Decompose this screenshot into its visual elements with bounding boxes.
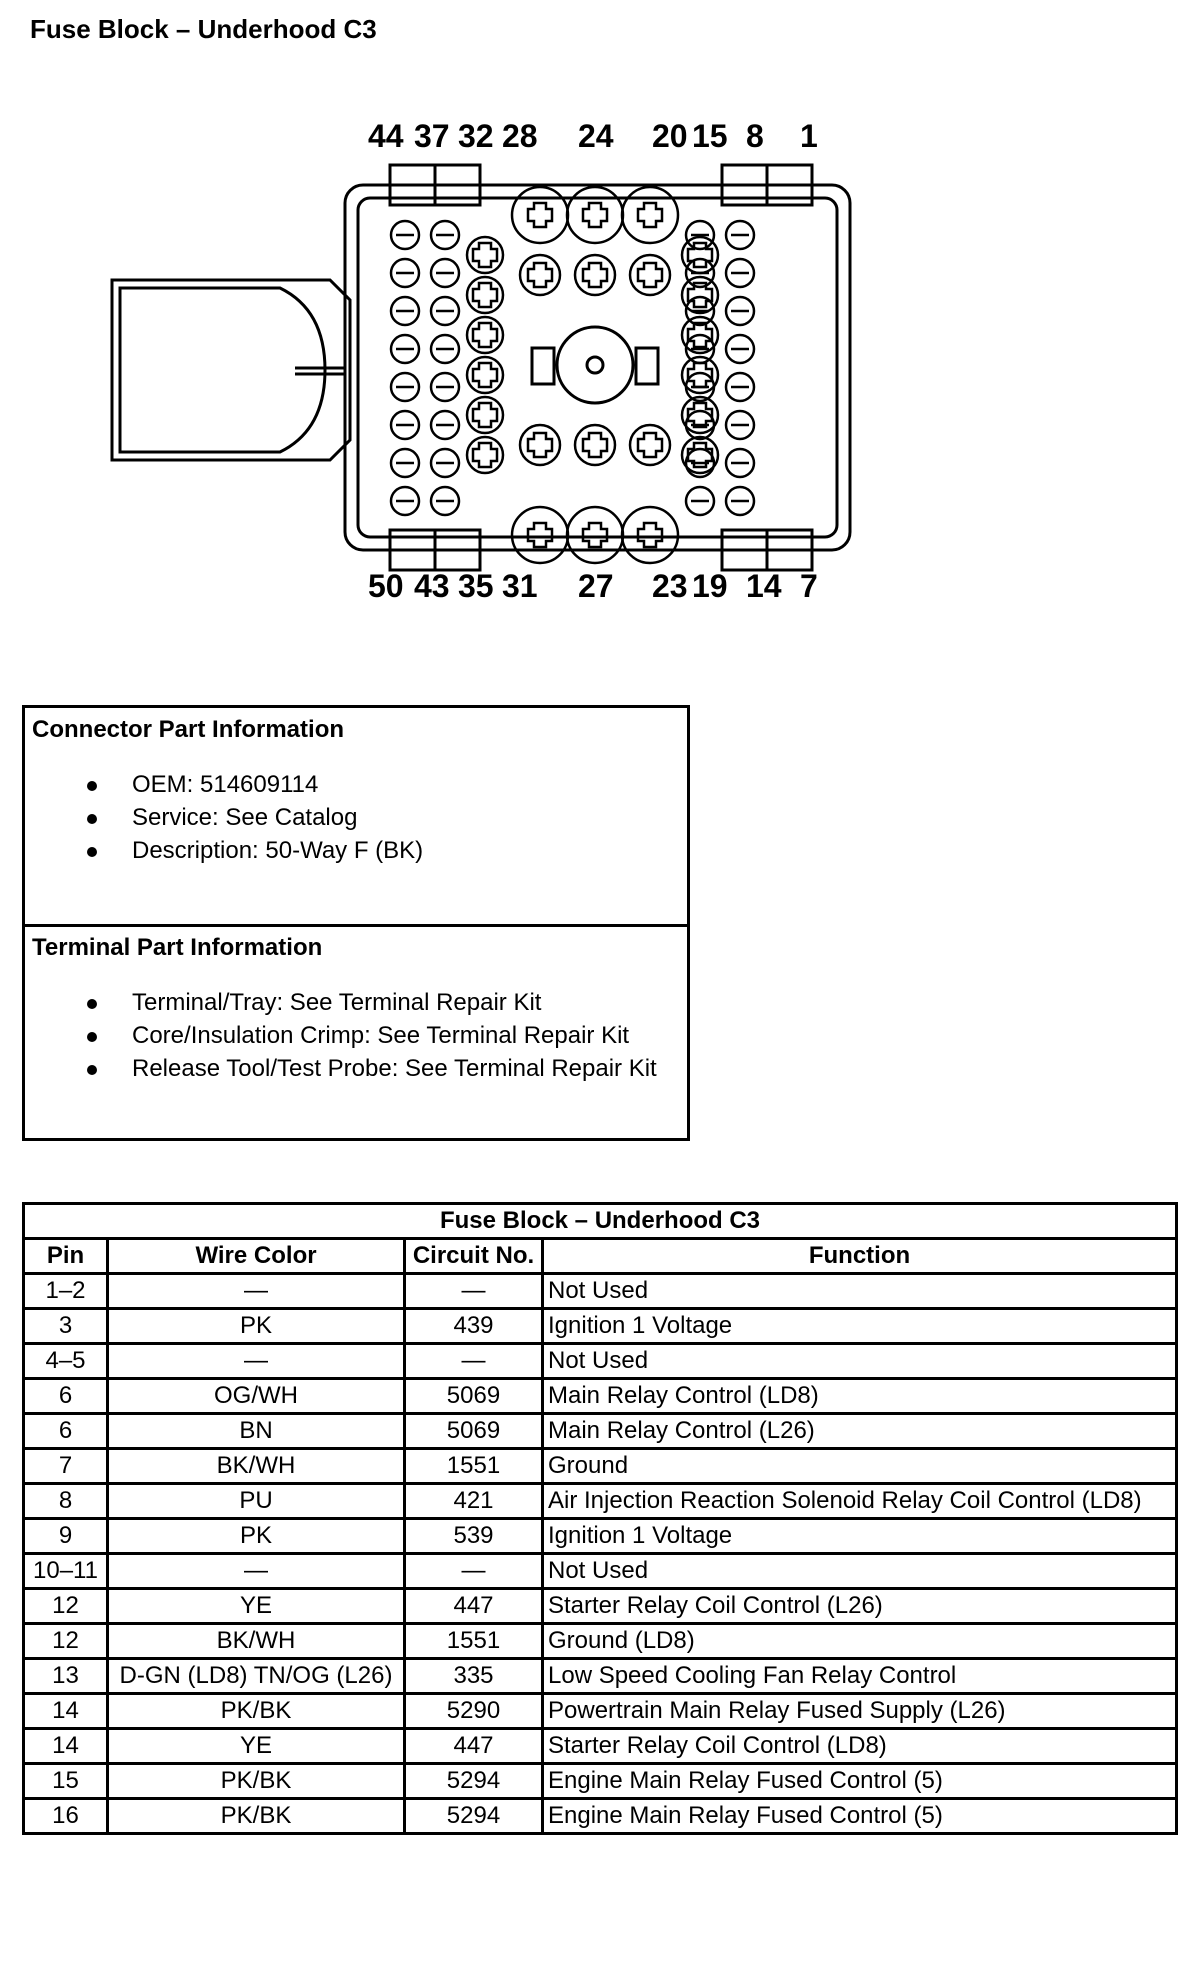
circuit-cell: 5294 — [405, 1764, 543, 1799]
pin-cell: 3 — [24, 1309, 108, 1344]
function-cell: Ignition 1 Voltage — [543, 1309, 1177, 1344]
pin-label: 28 — [502, 118, 538, 154]
connector-info-item: Service: See Catalog — [32, 801, 687, 834]
pin-cell: 8 — [24, 1484, 108, 1519]
table-row — [24, 1414, 1177, 1449]
terminal-info-title: Terminal Part Information — [32, 934, 323, 961]
pin-label: 37 — [414, 118, 450, 154]
pin-label: 23 — [652, 568, 688, 604]
function-cell: Ground (LD8) — [543, 1624, 1177, 1659]
large-terminal-key — [528, 263, 552, 287]
large-terminal-key — [638, 523, 662, 547]
pin-label: 44 — [368, 118, 404, 154]
circuit-cell: — — [405, 1344, 543, 1379]
large-terminal-cavity — [512, 507, 568, 563]
circuit-cell: 5069 — [405, 1414, 543, 1449]
connector-info-item: Description: 50-Way F (BK) — [32, 834, 687, 867]
table-row — [24, 1484, 1177, 1519]
large-terminal-key — [473, 403, 497, 427]
connector-face-diagram — [100, 160, 870, 580]
pin-label: 31 — [502, 568, 538, 604]
table-row — [24, 1624, 1177, 1659]
table-row — [24, 1764, 1177, 1799]
function-cell: Low Speed Cooling Fan Relay Control — [543, 1659, 1177, 1694]
large-terminal-cavity — [567, 507, 623, 563]
wire-color-cell: — — [108, 1344, 405, 1379]
large-terminal-cavity — [520, 425, 560, 465]
pin-cell: 15 — [24, 1764, 108, 1799]
circuit-cell: 539 — [405, 1519, 543, 1554]
circuit-cell: 5069 — [405, 1379, 543, 1414]
wire-color-cell: BN — [108, 1414, 405, 1449]
pin-cell: 14 — [24, 1729, 108, 1764]
pin-label: 35 — [458, 568, 494, 604]
terminal-part-info — [25, 934, 687, 1085]
function-cell: Ground — [543, 1449, 1177, 1484]
wire-color-cell: YE — [108, 1589, 405, 1624]
large-terminal-key — [638, 263, 662, 287]
circuit-cell: 335 — [405, 1659, 543, 1694]
pin-label: 1 — [800, 118, 818, 154]
large-terminal-key — [583, 433, 607, 457]
table-row — [24, 1449, 1177, 1484]
wire-color-cell: PK/BK — [108, 1799, 405, 1834]
circuit-cell: 1551 — [405, 1449, 543, 1484]
circuit-cell: — — [405, 1274, 543, 1309]
wire-color-cell: BK/WH — [108, 1449, 405, 1484]
pin-label: 14 — [746, 568, 782, 604]
large-terminal-key — [638, 203, 662, 227]
info-divider — [25, 924, 687, 927]
wire-color-cell: PU — [108, 1484, 405, 1519]
wire-color-cell: OG/WH — [108, 1379, 405, 1414]
wire-color-cell: BK/WH — [108, 1624, 405, 1659]
table-row — [24, 1729, 1177, 1764]
wire-color-cell: PK/BK — [108, 1694, 405, 1729]
function-cell: Starter Relay Coil Control (LD8) — [543, 1729, 1177, 1764]
top-pin-labels — [0, 118, 1200, 158]
function-cell: Main Relay Control (L26) — [543, 1414, 1177, 1449]
table-row — [24, 1799, 1177, 1834]
page-title: Fuse Block – Underhood C3 — [30, 14, 377, 44]
pin-label: 50 — [368, 568, 404, 604]
large-terminal-key — [528, 433, 552, 457]
pin-label: 24 — [578, 118, 614, 154]
wire-color-cell: — — [108, 1274, 405, 1309]
pin-cell: 12 — [24, 1589, 108, 1624]
pin-cell: 9 — [24, 1519, 108, 1554]
table-row — [24, 1694, 1177, 1729]
large-terminal-cavity — [630, 425, 670, 465]
large-terminal-key — [473, 283, 497, 307]
pin-cell: 6 — [24, 1379, 108, 1414]
terminal-info-item: Release Tool/Test Probe: See Terminal Repair Kit — [32, 1052, 687, 1085]
circuit-cell: 5294 — [405, 1799, 543, 1834]
large-terminal-cavity — [575, 255, 615, 295]
large-terminal-cavity — [622, 507, 678, 563]
circuit-cell: 1551 — [405, 1624, 543, 1659]
large-terminal-cavity — [622, 187, 678, 243]
pin-label: 43 — [414, 568, 450, 604]
wire-color-cell: — — [108, 1554, 405, 1589]
wire-color-cell: PK — [108, 1519, 405, 1554]
terminal-info-item: Terminal/Tray: See Terminal Repair Kit — [32, 986, 687, 1019]
function-cell: Engine Main Relay Fused Control (5) — [543, 1764, 1177, 1799]
pin-label: 32 — [458, 118, 494, 154]
column-header: Function — [543, 1239, 1177, 1274]
table-row — [24, 1274, 1177, 1309]
large-terminal-cavity — [567, 187, 623, 243]
large-terminal-key — [638, 433, 662, 457]
large-terminal-key — [473, 443, 497, 467]
pin-function-table — [22, 1202, 1178, 1835]
pin-label: 19 — [692, 568, 728, 604]
table-row — [24, 1554, 1177, 1589]
wire-color-cell: PK/BK — [108, 1764, 405, 1799]
large-terminal-key — [583, 263, 607, 287]
circuit-cell: 421 — [405, 1484, 543, 1519]
column-header: Pin — [24, 1239, 108, 1274]
pin-cell: 7 — [24, 1449, 108, 1484]
large-terminal-key — [473, 243, 497, 267]
large-terminal-cavity — [575, 425, 615, 465]
function-cell: Starter Relay Coil Control (L26) — [543, 1589, 1177, 1624]
pin-cell: 12 — [24, 1624, 108, 1659]
large-terminal-key — [473, 323, 497, 347]
pin-label: 20 — [652, 118, 688, 154]
table-row — [24, 1344, 1177, 1379]
pin-label: 8 — [746, 118, 764, 154]
column-header: Wire Color — [108, 1239, 405, 1274]
large-terminal-key — [528, 203, 552, 227]
function-cell: Powertrain Main Relay Fused Supply (L26) — [543, 1694, 1177, 1729]
pin-label: 27 — [578, 568, 614, 604]
table-row — [24, 1309, 1177, 1344]
terminal-info-item: Core/Insulation Crimp: See Terminal Repair Kit — [32, 1019, 687, 1052]
pin-cell: 13 — [24, 1659, 108, 1694]
table-row — [24, 1379, 1177, 1414]
column-header: Circuit No. — [405, 1239, 543, 1274]
function-cell: Engine Main Relay Fused Control (5) — [543, 1799, 1177, 1834]
pin-cell: 4–5 — [24, 1344, 108, 1379]
wire-color-cell: D-GN (LD8) TN/OG (L26) — [108, 1659, 405, 1694]
wire-color-cell: YE — [108, 1729, 405, 1764]
wire-color-cell: PK — [108, 1309, 405, 1344]
table-row — [24, 1589, 1177, 1624]
circuit-cell: 447 — [405, 1589, 543, 1624]
pin-label: 15 — [692, 118, 728, 154]
table-row — [24, 1519, 1177, 1554]
table-title: Fuse Block – Underhood C3 — [24, 1204, 1177, 1239]
large-terminal-key — [528, 523, 552, 547]
function-cell: Not Used — [543, 1344, 1177, 1379]
circuit-cell: 447 — [405, 1729, 543, 1764]
large-terminal-key — [583, 523, 607, 547]
pin-cell: 16 — [24, 1799, 108, 1834]
pin-cell: 10–11 — [24, 1554, 108, 1589]
large-terminal-key — [473, 363, 497, 387]
large-terminal-key — [583, 203, 607, 227]
table-row — [24, 1659, 1177, 1694]
circuit-cell: 5290 — [405, 1694, 543, 1729]
pin-cell: 14 — [24, 1694, 108, 1729]
connector-info-title: Connector Part Information — [32, 716, 345, 743]
pin-cell: 1–2 — [24, 1274, 108, 1309]
circuit-cell: 439 — [405, 1309, 543, 1344]
circuit-cell: — — [405, 1554, 543, 1589]
pin-cell: 6 — [24, 1414, 108, 1449]
pin-label: 7 — [800, 568, 818, 604]
function-cell: Main Relay Control (LD8) — [543, 1379, 1177, 1414]
connector-info-item: OEM: 514609114 — [32, 768, 687, 801]
function-cell: Air Injection Reaction Solenoid Relay Coil Control (LD8) — [543, 1484, 1177, 1519]
large-terminal-cavity — [520, 255, 560, 295]
function-cell: Ignition 1 Voltage — [543, 1519, 1177, 1554]
large-terminal-cavity — [512, 187, 568, 243]
large-terminal-cavity — [630, 255, 670, 295]
connector-part-info — [25, 716, 687, 867]
part-information-box — [22, 705, 690, 1141]
function-cell: Not Used — [543, 1554, 1177, 1589]
function-cell: Not Used — [543, 1274, 1177, 1309]
